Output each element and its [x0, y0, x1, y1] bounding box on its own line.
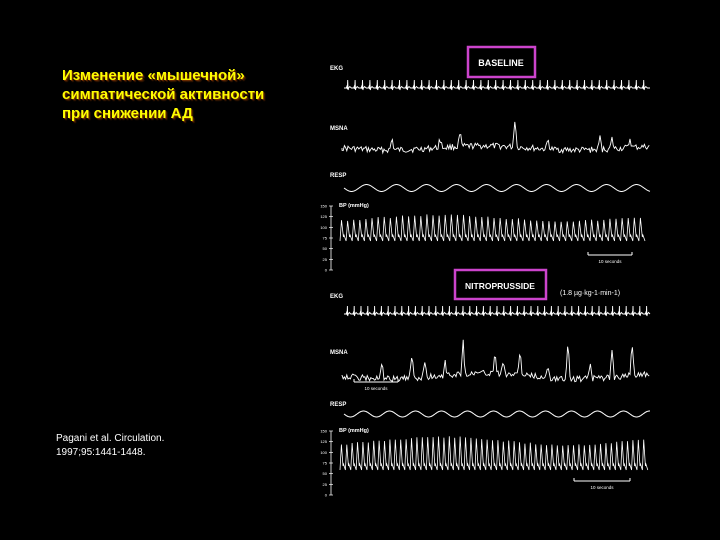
bp-tick-label: 25 [322, 256, 327, 262]
bp-tick-label: 0 [324, 492, 327, 498]
nitroprusside-msna-scale-label: 10 seconds [364, 386, 388, 391]
bp-tick-label: 100 [320, 224, 327, 230]
baseline-label: BASELINE [478, 58, 524, 68]
baseline-bp-label: BP (mmHg) [339, 203, 369, 209]
nitroprusside-bp-scale-label: 10 seconds [590, 485, 614, 490]
baseline-ekg-label: EKG [330, 66, 344, 72]
baseline-ekg-trace [344, 80, 650, 90]
nitroprusside-bp-trace [340, 436, 648, 470]
panel-baseline [320, 47, 650, 273]
bp-tick-label: 50 [322, 246, 327, 252]
nitroprusside-label: NITROPRUSSIDE [465, 281, 535, 291]
nitroprusside-resp-label: RESP [330, 402, 347, 408]
bp-tick-label: 0 [324, 267, 327, 273]
nitroprusside-ekg-trace [344, 306, 650, 316]
nitroprusside-bp-label: BP (mmHg) [339, 428, 369, 434]
baseline-bp-trace [340, 214, 645, 241]
nitroprusside-ekg-label: EKG [330, 294, 344, 300]
nitroprusside-msna-label: MSNA [330, 350, 348, 356]
bp-tick-label: 100 [320, 449, 327, 455]
baseline-msna-trace [342, 122, 649, 153]
bp-tick-label: 150 [320, 428, 327, 434]
bp-tick-label: 150 [320, 203, 327, 209]
nitroprusside-bp-axis [320, 429, 333, 498]
bp-tick-label: 125 [320, 439, 327, 445]
bp-tick-label: 75 [322, 460, 327, 466]
baseline-resp-label: RESP [330, 173, 347, 179]
bp-tick-label: 125 [320, 214, 327, 220]
baseline-scale-label: 10 seconds [598, 259, 622, 264]
nitroprusside-dose: (1.8 µg·kg-1·min-1) [560, 290, 621, 297]
bp-tick-label: 75 [322, 235, 327, 241]
baseline-msna-label: MSNA [330, 126, 348, 132]
bp-tick-label: 50 [322, 471, 327, 477]
slide-title: Изменение «мышечной» симпатической активности при снижении АД [62, 67, 265, 122]
nitroprusside-resp-trace [344, 411, 650, 417]
panel-nitroprusside [320, 267, 650, 498]
nitroprusside-msna-trace [342, 340, 649, 382]
baseline-resp-trace [344, 185, 650, 192]
bp-tick-label: 25 [322, 481, 327, 487]
citation: Pagani et al. Circulation. 1997;95:1441-1448. [56, 433, 165, 458]
baseline-bp-axis [320, 204, 333, 273]
